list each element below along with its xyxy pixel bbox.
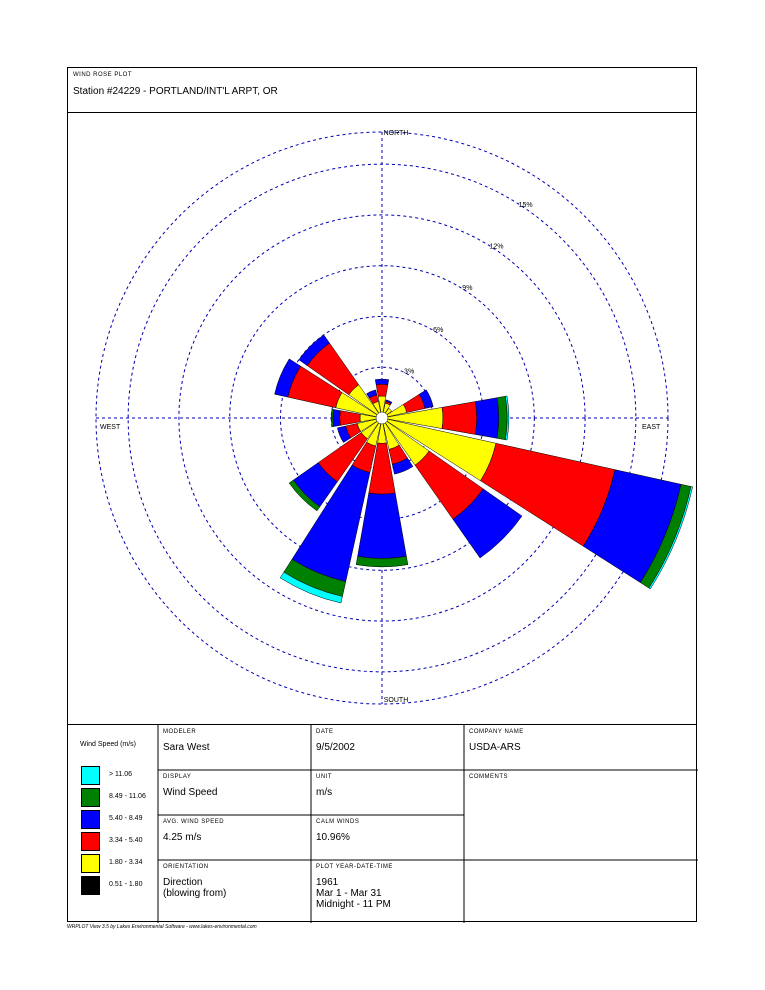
legend-swatch: [81, 810, 100, 829]
plot-period-cell: [311, 860, 464, 923]
calm-winds-value: 10.96%: [316, 832, 350, 843]
blank-cell: [464, 860, 698, 923]
plot-hours: Midnight - 11 PM: [316, 899, 391, 910]
compass-label-south: SOUTH: [383, 697, 409, 704]
calm-winds-cell: [311, 815, 464, 860]
legend-title: Wind Speed (m/s): [80, 741, 137, 748]
petal-w-bin-3: [333, 409, 340, 426]
wind-rose-chart: [68, 112, 696, 724]
station-title: Station #24229 - PORTLAND/INT'L ARPT, OR: [73, 86, 278, 97]
wind-rose-plot-area: [68, 112, 696, 725]
compass-label-north: NORTH: [383, 130, 409, 137]
orientation-caption: ORIENTATION: [163, 864, 209, 870]
compass-label-east: EAST: [642, 424, 661, 431]
petal-s-bin-3: [358, 493, 407, 558]
petal-w-bin-2: [340, 411, 361, 426]
legend-label: 5.40 - 8.49: [109, 815, 143, 822]
avg-speed-cell: [158, 815, 311, 860]
radial-tick-label: 15%: [518, 202, 533, 210]
report-header: [68, 68, 696, 113]
radial-tick-label: 3%: [404, 368, 415, 376]
unit-value: m/s: [316, 787, 333, 798]
radial-tick-label: 6%: [433, 326, 444, 334]
legend-swatch: [81, 832, 100, 851]
radial-tick-label: 12%: [489, 243, 504, 251]
legend-swatch: [81, 788, 100, 807]
display-cell: [158, 770, 311, 815]
legend-label: 3.34 - 5.40: [109, 837, 143, 844]
orientation-line: Direction: [163, 877, 203, 888]
legend-label: 0.51 - 1.80: [109, 881, 143, 888]
petal-e-bin-2: [442, 402, 477, 435]
plot-year: 1961: [316, 877, 339, 888]
comments-caption: COMMENTS: [469, 774, 508, 780]
compass-label-west: WEST: [100, 424, 121, 431]
unit-cell: [311, 770, 464, 815]
wind-rose-report: [67, 67, 697, 922]
legend-label: 1.80 - 3.34: [109, 859, 143, 866]
company-cell: [464, 725, 698, 770]
display-caption: DISPLAY: [163, 774, 192, 780]
modeler-caption: MODELER: [163, 729, 197, 735]
legend-swatch: [81, 876, 100, 895]
petal-n-bin-3: [375, 379, 389, 385]
modeler-cell: [158, 725, 311, 770]
petal-n-bin-2: [376, 384, 388, 396]
orientation-line: (blowing from): [163, 888, 227, 899]
legend-label: > 11.06: [109, 771, 133, 778]
date-value: 9/5/2002: [316, 742, 355, 753]
avg-speed-value: 4.25 m/s: [163, 832, 202, 843]
date-cell: [311, 725, 464, 770]
orientation-cell: [158, 860, 311, 923]
company-value: USDA-ARS: [469, 742, 521, 753]
legend-label: 8.49 - 11.06: [109, 793, 146, 800]
orientation-value: [163, 877, 226, 899]
legend-panel: [68, 725, 158, 923]
avg-speed-caption: AVG. WIND SPEED: [163, 819, 225, 825]
date-caption: DATE: [316, 729, 334, 735]
calm-winds-caption: CALM WINDS: [316, 819, 360, 825]
comments-cell: [464, 770, 698, 860]
display-value: Wind Speed: [163, 787, 218, 798]
company-caption: COMPANY NAME: [469, 729, 524, 735]
plot-caption: WIND ROSE PLOT: [73, 72, 133, 78]
legend-swatch: [81, 766, 100, 785]
plot-period-caption: PLOT YEAR-DATE-TIME: [316, 864, 393, 870]
radial-tick-label: 9%: [462, 285, 473, 293]
plot-period-value: [316, 877, 391, 910]
modeler-value: Sara West: [163, 742, 210, 753]
unit-caption: UNIT: [316, 774, 332, 780]
calm-center: [376, 412, 388, 424]
software-credit: WRPLOT View 3.5 by Lakes Environmental Software - www.lakes-environmental.com: [67, 924, 257, 930]
plot-dates: Mar 1 - Mar 31: [316, 888, 382, 899]
petal-e-bin-3: [475, 398, 498, 439]
legend-swatch: [81, 854, 100, 873]
